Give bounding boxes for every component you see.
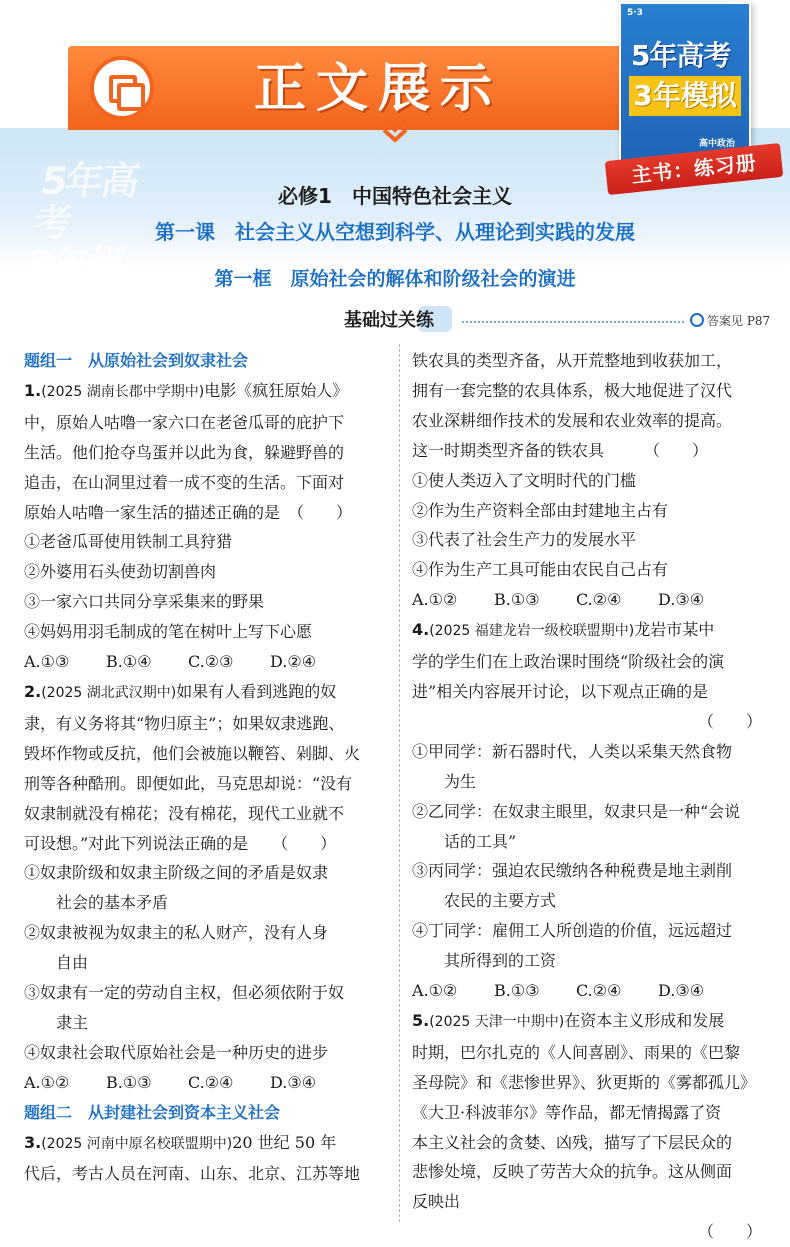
banner-title: 正文展示 (254, 59, 503, 119)
answer-options (412, 585, 772, 615)
book-title-bottom: 3年模拟 (629, 76, 741, 116)
text-line: ④作为生产工具可能由农民自己占有 (412, 560, 669, 580)
text-line: 为生 (444, 771, 477, 791)
text-line: 中，原始人咕噜一家六口在老爸瓜哥的庇护下 (24, 412, 345, 432)
book-ribbon: 主书：练习册 (605, 143, 784, 195)
chevron-down-icon (380, 116, 410, 144)
question-source: (2025 天津一中期中) (429, 1013, 565, 1030)
question-text: 电影《疯狂原始人》 (204, 380, 349, 400)
answer-blank: （ ） (697, 711, 762, 731)
question-stem (24, 677, 388, 709)
text-line: 追击，在山洞里过着一成不变的生活。下面对 (24, 472, 345, 492)
text-line: 自由 (56, 953, 89, 973)
question-stem (24, 376, 388, 408)
text-line: 可设想。”对此下列说法正确的是 （ ） (24, 833, 337, 853)
question-number: 4. (412, 620, 430, 640)
text-line: 反映出 (412, 1192, 461, 1212)
question-stem (24, 1128, 388, 1160)
answer-option: B.①③ (494, 981, 540, 1001)
question-source: (2025 福建龙岩一级校联盟期中) (429, 623, 635, 640)
text-line: 农民的主要方式 (444, 891, 557, 911)
left-column (24, 346, 388, 1189)
text-line: 话的工具” (444, 831, 517, 851)
text-line: ②作为生产资料全部由封建地主占有 (412, 500, 669, 520)
copy-icon (90, 56, 154, 120)
text-line: ①使人类迈入了文明时代的门槛 (412, 470, 637, 490)
answer-reference: 答案见 P87 (690, 312, 770, 329)
text-line: ①奴隶阶级和奴隶主阶级之间的矛盾是奴隶 (24, 863, 329, 883)
question-stem (412, 1006, 772, 1038)
answer-option: A.①③ (24, 652, 70, 672)
answer-blank: （ ） (697, 1222, 762, 1242)
question-number: 5. (412, 1010, 430, 1030)
practice-title: 基础过关练 (344, 310, 434, 331)
text-line: ④妈妈用羽毛制成的笔在树叶上写下心愿 (24, 622, 313, 642)
text-line: ②外婆用石头使劲切割兽肉 (24, 562, 217, 582)
text-line: 生活。他们抢夺鸟蛋并以此为食，躲避野兽的 (24, 442, 345, 462)
text-line: ②乙同学：在奴隶主眼里，奴隶只是一种“会说 (412, 801, 741, 821)
question-source: (2025 湖南长郡中学期中) (41, 383, 205, 400)
book-cover (619, 2, 751, 172)
text-line: 时期，巴尔扎克的《人间喜剧》、雨果的《巴黎 (412, 1042, 741, 1062)
question-text: 如果有人看到逃跑的奴 (176, 681, 337, 701)
question-source: (2025 湖北武汉期中) (41, 684, 177, 701)
text-line: ④奴隶社会取代原始社会是一种历史的进步 (24, 1042, 329, 1062)
text-line: 隶，有义务将其“物归原主”；如果奴隶逃跑、 (24, 713, 345, 733)
text-line: ③代表了社会生产力的发展水平 (412, 530, 637, 550)
lesson-title: 第一课 社会主义从空想到科学、从理论到实践的发展 (155, 220, 635, 244)
right-column (412, 346, 772, 1247)
answer-options (24, 1068, 388, 1098)
text-line: 圣母院》和《悲惨世界》、狄更斯的《雾都孤儿》 (412, 1072, 757, 1092)
question-number: 3. (24, 1132, 42, 1152)
question-stem (412, 615, 772, 647)
answer-option: B.①③ (106, 1072, 152, 1092)
text-line: 奴隶制就没有棉花；没有棉花，现代工业就不 (24, 803, 345, 823)
question-text: 20 世纪 50 年 (232, 1132, 337, 1152)
text-line: 这一时期类型齐备的铁农具 （ ） (412, 440, 709, 460)
text-line: ③一家六口共同分享采集来的野果 (24, 592, 265, 612)
text-line: ④丁同学：雇佣工人所创造的价值，远远超过 (412, 921, 733, 941)
text-line: 《大卫·科波菲尔》等作品，都无情揭露了资 (412, 1102, 722, 1122)
question-group-title: 题组一 从原始社会到奴隶社会 (24, 351, 249, 370)
answer-option: D.③④ (658, 590, 705, 610)
answer-options (412, 976, 772, 1006)
answer-option: B.①④ (106, 652, 152, 672)
text-line: 拥有一套完整的农具体系，极大地促进了汉代 (412, 380, 733, 400)
answer-option: B.①③ (494, 590, 540, 610)
answer-option: A.①② (24, 1072, 70, 1092)
answer-option: A.①② (412, 981, 458, 1001)
answer-options (24, 647, 388, 677)
text-line: 隶主 (56, 1012, 89, 1032)
answer-option: D.③④ (270, 1072, 317, 1092)
text-line: ③丙同学：强迫农民缴纳各种税费是地主剥削 (412, 861, 733, 881)
text-line: 代后，考古人员在河南、山东、北京、江苏等地 (24, 1164, 361, 1184)
answer-option: C.②③ (188, 652, 234, 672)
text-line: 原始人咕噜一家生活的描述正确的是 （ ） (24, 502, 353, 522)
text-line: 刑等各种酷刑。即便如此，马克思却说：“没有 (24, 773, 353, 793)
text-line: ①甲同学：新石器时代，人类以采集天然食物 (412, 741, 733, 761)
text-line: 学的学生们在上政治课时围绕“阶级社会的演 (412, 652, 725, 672)
question-group-title: 题组二 从封建社会到资本主义社会 (24, 1102, 281, 1122)
answer-option: D.③④ (658, 981, 705, 1001)
text-line: 社会的基本矛盾 (56, 893, 169, 913)
search-icon (690, 313, 704, 327)
text-line: 毁坏作物或反抗，他们会被施以鞭笞、剁脚、火 (24, 743, 361, 763)
answer-option: C.②④ (576, 981, 622, 1001)
text-line: 农业深耕细作技术的发展和农业效率的提高。 (412, 410, 733, 430)
dotted-rule (462, 321, 684, 323)
question-text: 在资本主义形成和发展 (564, 1010, 725, 1030)
question-source: (2025 河南中原名校联盟期中) (41, 1135, 233, 1152)
text-line: 本主义社会的贪婪、凶残，描写了下层民众的 (412, 1132, 733, 1152)
book-title-top: 5年高考 (631, 39, 731, 72)
text-line: 其所得到的工资 (444, 951, 557, 971)
answer-option: D.②④ (270, 652, 317, 672)
book-brand: 5·3 (627, 8, 643, 18)
column-divider (399, 344, 400, 1222)
text-line: 悲惨处境，反映了劳苦大众的抗争。这从侧面 (412, 1162, 733, 1182)
question-number: 1. (24, 380, 42, 400)
frame-title: 第一框 原始社会的解体和阶级社会的演进 (214, 268, 576, 290)
answer-option: C.②④ (188, 1072, 234, 1092)
answer-option: A.①② (412, 590, 458, 610)
text-line: 进”相关内容展开讨论，以下观点正确的是 (412, 681, 709, 701)
text-line: ①老爸瓜哥使用铁制工具狩猎 (24, 532, 233, 552)
module-title: 必修1 中国特色社会主义 (278, 184, 512, 208)
watermark-logo: 5年高考 3年模拟 (15, 159, 142, 329)
text-line: 铁农具的类型齐备，从开荒整地到收获加工， (412, 351, 733, 370)
answer-option: C.②④ (576, 590, 622, 610)
text-line: ③奴隶有一定的劳动自主权，但必须依附于奴 (24, 983, 345, 1003)
book-subject: 高中政治 (699, 139, 736, 149)
question-number: 2. (24, 681, 42, 701)
text-line: ②奴隶被视为奴隶主的私人财产，没有人身 (24, 923, 329, 943)
question-text: 龙岩市某中 (634, 620, 715, 640)
